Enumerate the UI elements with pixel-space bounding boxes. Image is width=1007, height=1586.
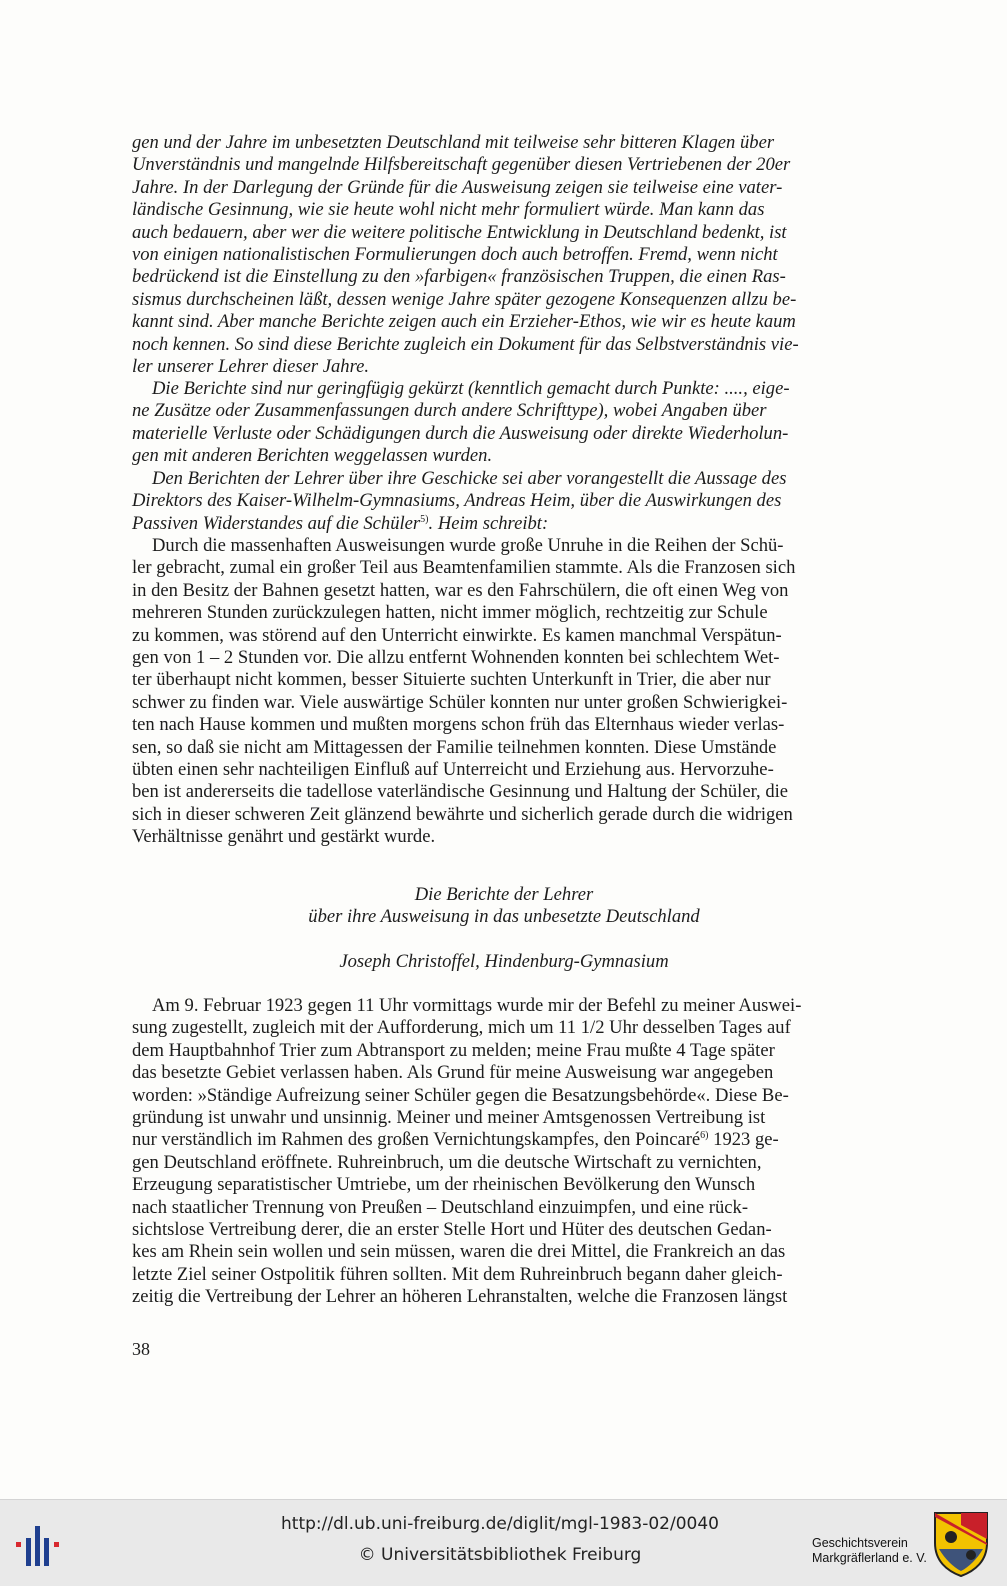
quote-line: ter überhaupt nicht kommen, besser Situierte suchten Unterkunft in Trier, die aber nur: [132, 669, 771, 691]
quote-line: zu kommen, was störend auf den Unterricht einwirkte. Es kamen manchmal Verspätun-: [132, 624, 782, 646]
section-heading: [132, 884, 876, 929]
intro-line: Unverständnis und mangelnde Hilfsbereitschaft gegenüber diesen Vertriebenen der 20er: [132, 154, 791, 176]
copyright-text: © Universitätsbibliothek Freiburg: [358, 1545, 642, 1565]
intro-line: auch bedauern, aber wer die weitere politische Entwicklung in Deutschland bedenkt, ist: [132, 221, 787, 243]
intro-line: bedrückend ist die Einstellung zu den »farbigen« französischen Truppen, die einen Ras-: [132, 266, 786, 288]
report-line: sung zugestellt, zugleich mit der Aufforderung, mich um 11 1/2 Uhr desselben Tages auf: [132, 1017, 791, 1039]
intro-paragraph: [132, 132, 876, 378]
quote-line: Verhältnisse genährt und gestärkt wurde.: [132, 826, 436, 848]
quote-line: Durch die massenhaften Ausweisungen wurde große Unruhe in die Reihen der Schü-: [152, 535, 784, 556]
coat-of-arms-icon: [931, 1509, 991, 1579]
preface-paragraph: [132, 468, 876, 535]
section-heading-line-2: über ihre Ausweisung in das unbesetzte Deutschland: [308, 906, 700, 928]
intro-line: kannt sind. Aber manche Berichte zeigen auch ein Erzieher-Ethos, wie wir es heute kaum: [132, 311, 796, 333]
note-line: materielle Verluste oder Schädigungen durch die Ausweisung oder direkte Wiederholun-: [132, 422, 789, 444]
quote-line: ben ist andererseits die tadellose vaterländische Gesinnung und Haltung der Schüler, die: [132, 781, 789, 803]
report-line: dem Hauptbahnhof Trier zum Abtransport zu melden; meine Frau mußte 4 Tage später: [132, 1039, 775, 1061]
report-line: Am 9. Februar 1923 gegen 11 Uhr vormittags wurde mir der Befehl zu meiner Auswei-: [152, 995, 802, 1016]
report-line: kes am Rhein sein wollen und sein müssen, waren die drei Mittel, die Frankreich an das: [132, 1241, 786, 1263]
quote-line: sen, so daß sie nicht am Mittagessen der Familie teilnehmen konnten. Diese Umstände: [132, 736, 777, 758]
intro-line: sismus durchscheinen läßt, dessen wenige Jahre später gezogene Konsequenzen allzu be-: [132, 288, 797, 310]
report-line: gründung ist unwahr und unsinnig. Meiner und meiner Amtsgenossen Vertreibung ist: [132, 1107, 766, 1129]
report-line: worden: »Ständige Aufreizung seiner Schüler gegen die Besatzungsbehörde«. Diese Be-: [132, 1084, 789, 1106]
digital-library-logo-icon: [14, 1520, 64, 1570]
report-line: das besetzte Gebiet verlassen haben. Als Grund für meine Ausweisung war angegeben: [132, 1062, 774, 1084]
society-name: [812, 1536, 927, 1566]
quote-line: ler gebracht, zumal ein großer Teil aus Beamtenfamilien stammte. Als die Franzosen sich: [132, 557, 796, 579]
report-line: nach staatlicher Trennung von Preußen – Deutschland einzuimpfen, und eine rück-: [132, 1196, 749, 1218]
report-line: gen Deutschland eröffnete. Ruhreinbruch, um die deutsche Wirtschaft zu vernichten,: [132, 1151, 762, 1173]
section-heading-line-1: Die Berichte der Lehrer: [414, 884, 594, 905]
preface-last-line: Passiven Widerstandes auf die Schüler$^{5)}$. Heim schreibt:: [132, 512, 549, 534]
author-subheading: Joseph Christoffel, Hindenburg-Gymnasium: [339, 951, 669, 972]
footer-bar: [0, 1499, 1007, 1586]
report-line-with-footnote: nur verständlich im Rahmen des großen Vernichtungskampfes, den Poincaré$^{6)}$ 1923 ge-: [132, 1129, 779, 1151]
page-number: 38: [132, 1339, 150, 1359]
footnote-ref-5: 5): [420, 513, 429, 525]
quote-paragraph: [132, 535, 876, 849]
quote-line: in den Besitz der Bahnen gesetzt hatten, war es den Fahrschülern, die oft einen Weg von: [132, 579, 789, 601]
intro-line: noch kennen. So sind diese Berichte zugleich ein Dokument für das Selbstverständnis vie-: [132, 333, 799, 355]
note-paragraph: [132, 378, 876, 468]
report-line: letzte Ziel seiner Ostpolitik führen sollten. Mit dem Ruhreinbruch begann daher gleich-: [132, 1263, 783, 1285]
footnote-ref-6: 6): [700, 1130, 709, 1142]
report-paragraph: [132, 995, 876, 1309]
quote-line: gen von 1 – 2 Stunden vor. Die allzu entfernt Wohnenden konnten bei schlechtem Wet-: [132, 647, 780, 669]
quote-line: schwer zu finden war. Viele auswärtige Schüler konnten nur unter großen Schwierigkei-: [132, 691, 788, 713]
quote-line: übten einen sehr nachteiligen Einfluß auf Unterreicht und Erziehung aus. Hervorzuhe-: [132, 759, 774, 781]
intro-line: von einigen nationalistischen Formulierungen doch auch betroffen. Fremd, wenn nicht: [132, 244, 778, 266]
intro-line: gen und der Jahre im unbesetzten Deutschland mit teilweise sehr bitteren Klagen über: [132, 132, 775, 153]
preface-line: Direktors des Kaiser-Wilhelm-Gymnasiums, Andreas Heim, über die Auswirkungen des: [132, 490, 782, 512]
source-url-link[interactable]: http://dl.ub.uni-freiburg.de/diglit/mgl-1983-02/0040: [281, 1514, 719, 1534]
quote-line: sich in dieser schweren Zeit glänzend bewährte und sicherlich gerade durch die widrigen: [132, 803, 793, 825]
report-line: zeitig die Vertreibung der Lehrer an höheren Lehranstalten, welche die Franzosen längst: [132, 1286, 788, 1308]
note-line: ne Zusätze oder Zusammenfassungen durch andere Schrifttype), wobei Angaben über: [132, 400, 767, 422]
quote-line: ten nach Hause kommen und mußten morgens schon früh das Elternhaus wieder verlas-: [132, 714, 785, 736]
quote-line: mehreren Stunden zurückzulegen hatten, nicht immer möglich, rechtzeitig zur Schule: [132, 602, 768, 624]
society-name-line-1: Geschichtsverein: [812, 1536, 908, 1550]
preface-line: Den Berichten der Lehrer über ihre Geschicke sei aber vorangestellt die Aussage des: [152, 468, 787, 489]
report-line: Erzeugung separatistischer Umtriebe, um der rheinischen Bevölkerung den Wunsch: [132, 1174, 756, 1196]
intro-line: ländische Gesinnung, wie sie heute wohl nicht mehr formuliert würde. Man kann das: [132, 199, 765, 221]
note-line: Die Berichte sind nur geringfügig gekürzt (kenntlich gemacht durch Punkte: ...., eige-: [152, 378, 790, 399]
intro-line: Jahre. In der Darlegung der Gründe für die Ausweisung zeigen sie teilweise eine vater-: [132, 176, 783, 198]
intro-line: ler unserer Lehrer dieser Jahre.: [132, 356, 370, 378]
note-line: gen mit anderen Berichten weggelassen wurden.: [132, 445, 493, 467]
report-line: sichtslose Vertreibung derer, die an erster Stelle Hort und Hüter des deutschen Gedan-: [132, 1219, 772, 1241]
society-name-line-2: Markgräflerland e. V.: [812, 1551, 927, 1565]
